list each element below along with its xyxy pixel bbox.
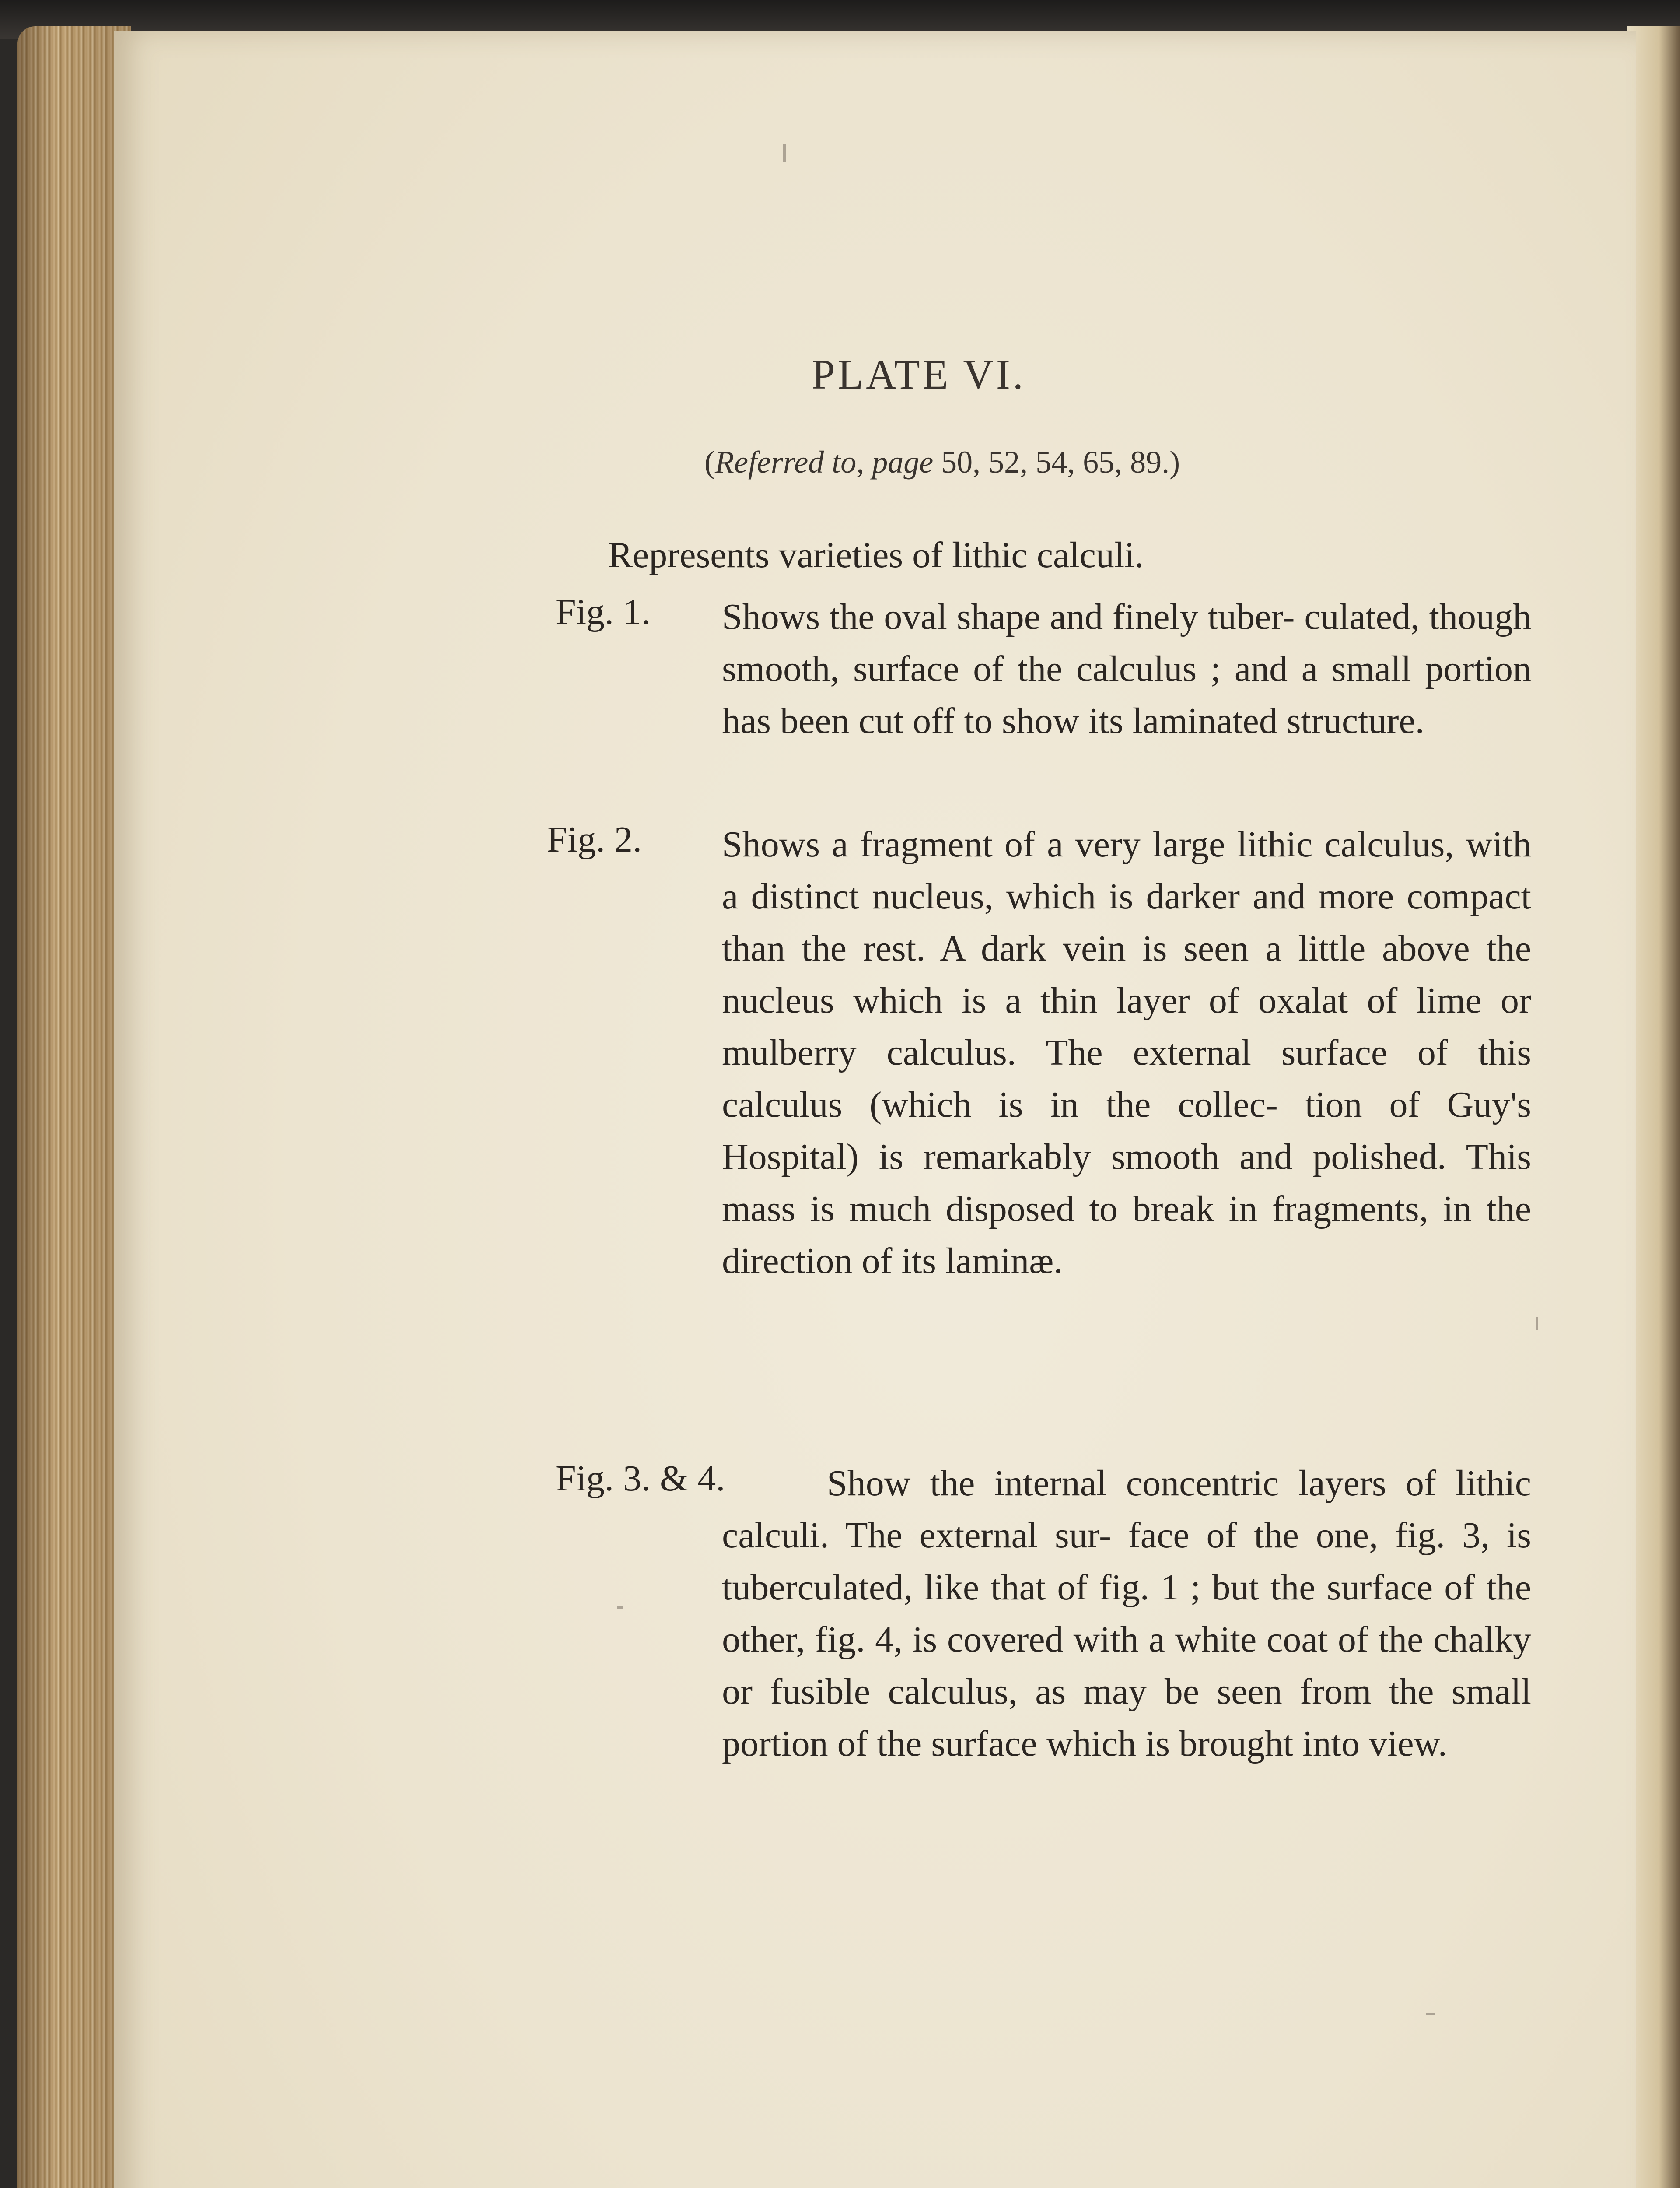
- page-sheet: [114, 31, 1636, 2188]
- figure-description: Show the internal concentric layers of lithic calculi. The external sur- face of the one, fig. 3, is tuberculated, like that of fig. 1 ; but the surface of the other, fig. 4, is covered with a white coat of the chalky or fusible calculus, as may be seen from the small portion of the surface which is brought into view.: [722, 1463, 1531, 1764]
- figure-label: Fig. 2.: [547, 819, 642, 860]
- referred-open-paren: (: [704, 445, 715, 480]
- figure-label: Fig. 3. & 4.: [556, 1458, 725, 1499]
- referred-pages-line: [704, 444, 1180, 480]
- figure-description: Shows a fragment of a very large lithic calculus, with a distinct nucleus, which is darker and more compact than the rest. A dark vein is seen a little above the nucleus which is a thin layer of oxalat of lime or mulberry calculus. The external surface of this calculus (which is in the collec- tion of Guy's Hospital) is remarkably smooth and polished. This mass is much disposed to break in fragments, in the direction of its laminæ.: [722, 824, 1531, 1281]
- paper-speck: [1536, 1317, 1538, 1330]
- paper-speck: [617, 1606, 623, 1609]
- referred-page-numbers: 50, 52, 54, 65, 89.): [933, 445, 1180, 480]
- referred-italic-text: Referred to, page: [714, 445, 934, 480]
- figure-label: Fig. 1.: [556, 592, 651, 632]
- paper-speck: [783, 144, 786, 162]
- plate-title: PLATE VI.: [812, 351, 1026, 398]
- intro-sentence: Represents varieties of lithic calculi.: [608, 535, 1144, 575]
- paper-speck: [1426, 2013, 1435, 2015]
- figure-description: Shows the oval shape and finely tuber- culated, though smooth, surface of the calculus ; and a small portion has been cut off to show its laminated structure.: [722, 596, 1531, 741]
